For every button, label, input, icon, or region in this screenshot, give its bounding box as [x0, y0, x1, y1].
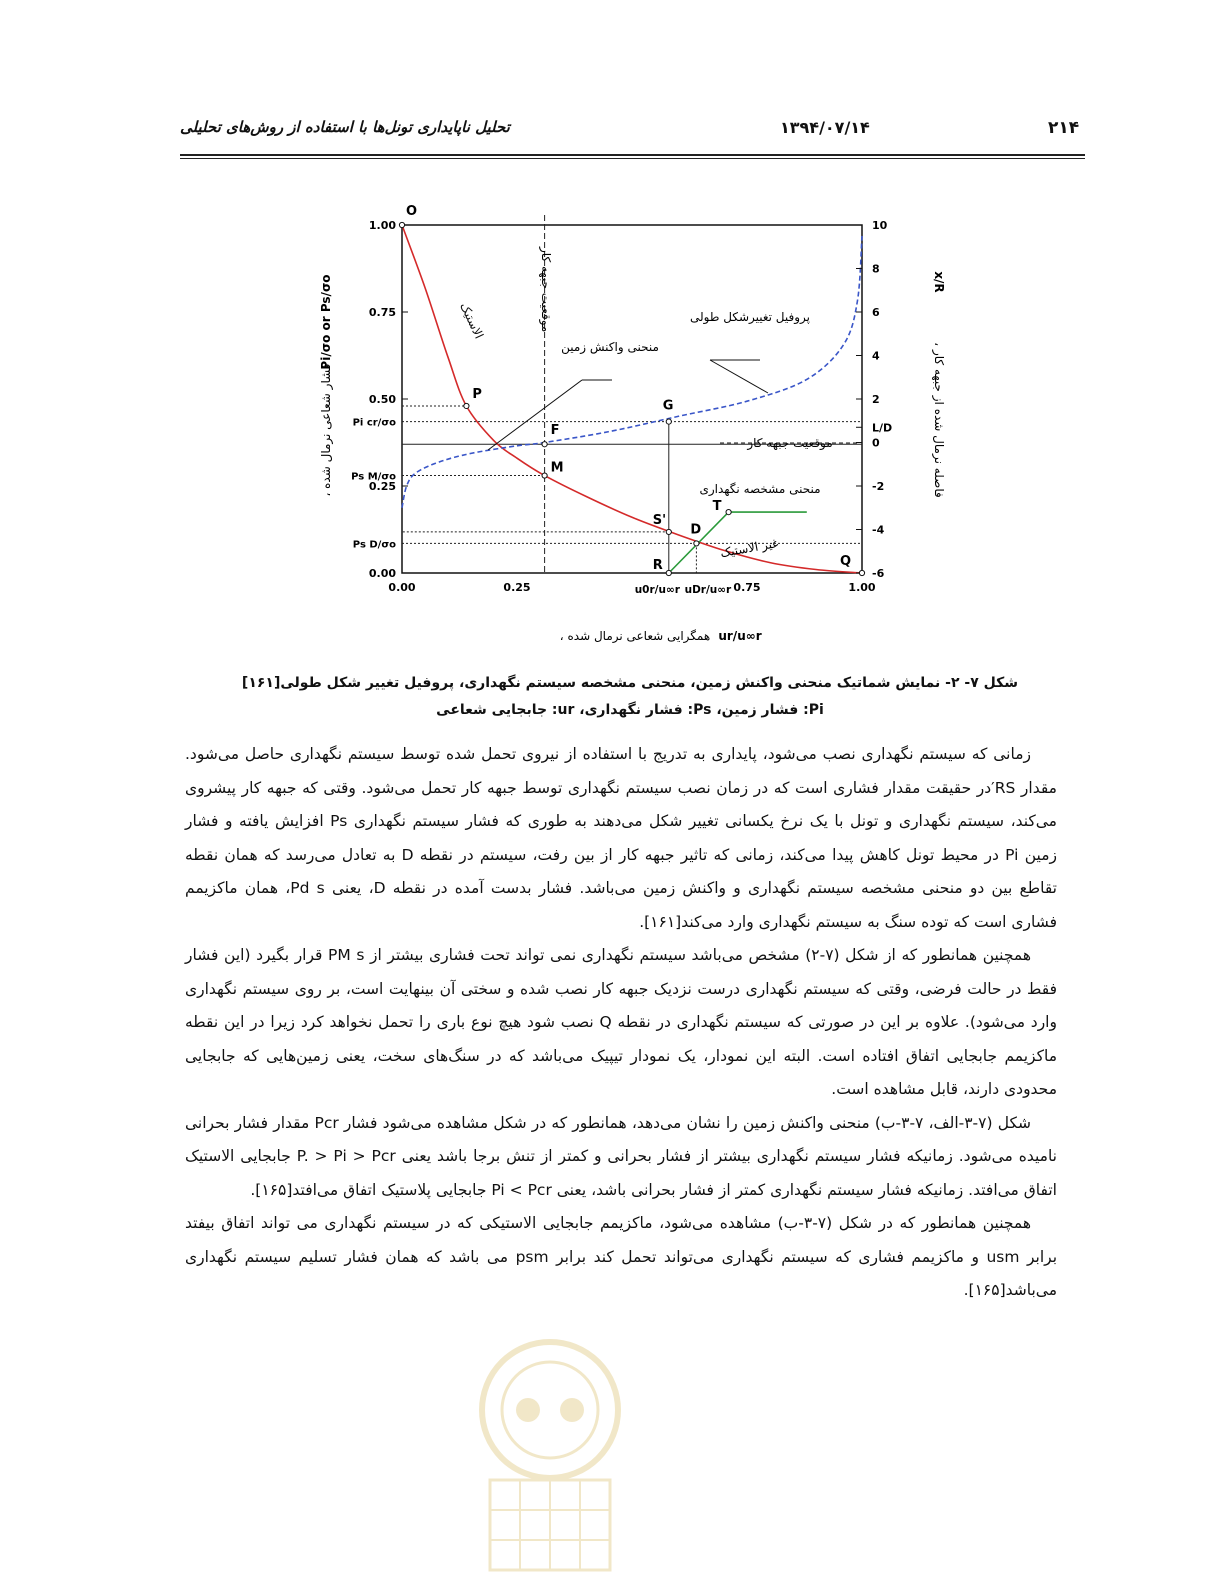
point-label: R: [652, 558, 663, 573]
point-label: D: [690, 522, 702, 538]
left-tick-label: 0.00: [368, 567, 396, 580]
left-special-label: Ps M/σo: [351, 471, 396, 483]
label-non-elastic: غیر الاستیک: [719, 536, 780, 561]
x-axis-label: همگرایی شعاعی نرمال شده ،: [559, 629, 711, 643]
caption-line-1: شکل ۷- ۲- نمایش شماتیک منحنی واکنش زمین، منحنی مشخصه سیستم نگهداری، پروفیل تغییر شکل طولی[۱۶۱]: [241, 675, 1019, 691]
left-tick-label: 1.00: [368, 219, 396, 232]
watermark-seal-logo: [470, 1330, 630, 1580]
running-title: تحلیل ناپایداری تونل‌ها با استفاده از روش‌های تحلیلی: [180, 118, 510, 136]
body-text: [185, 738, 1057, 1308]
label-face-vertical: موقعیت جبهه کار: [539, 247, 553, 333]
long-profile-curve: [402, 236, 862, 508]
page-number: ۲۱۴: [1048, 118, 1080, 138]
right-tick-label: 0: [872, 436, 880, 450]
x-special-label: uDr/u∞r: [684, 584, 732, 596]
ground-reaction-curve: [402, 225, 862, 573]
right-axis-label: فاصله نرمال شده از جبهه کار ،: [932, 342, 946, 498]
left-tick-label: 0.25: [368, 480, 396, 493]
point-label: Q: [840, 554, 852, 569]
paragraph-1: زمانی که سیستم نگهداری نصب می‌شود، پایداری به تدریج با استفاده از نیروی تحمل شده توسط سیستم نگهداری حاصل می‌شود. مقدار RS′در حقیقت مقدار فشاری است که در زمان نصب سیستم نگهداری توسط جبهه کار تحمل می‌شود. وقتی که جبهه کار پیشروی می‌کند، سیستم نگهداری و تونل با یک نرخ یکسانی تغییر شکل می‌دهند به طوری که فشار سیستم نگهداری Ps افزایش یافته و فشار زمین Pi در محیط تونل کاهش پیدا می‌کند، زمانی که تاثیر جبهه کار از بین رفت، سیستم در نقطه D به تعادل می‌رسد که همان نقطه تقاطع بین دو منحنی مشخصه سیستم نگهداری و واکنش زمین می‌باشد. فشار بدست آمده در نقطه D، یعنی Pd s، همان ماکزیمم فشاری است که توده سنگ به سیستم نگهداری وارد می‌کند[۱۶۱].: [185, 745, 1057, 931]
point-label: O: [406, 204, 418, 219]
point-marker: [542, 442, 547, 447]
left-special-label: Pi cr/σo: [352, 417, 396, 429]
right-axis-fraction: x/R: [932, 271, 946, 293]
caption-line-2: Pi: فشار زمین، Ps: فشار نگهداری، ur: جابجایی شعاعی: [436, 702, 824, 718]
label-long-profile: پروفیل تغییرشکل طولی: [690, 310, 810, 324]
x-special-label: u0r/u∞r: [634, 584, 680, 596]
point-label: G: [662, 398, 674, 414]
right-tick-label: 2: [872, 393, 880, 406]
header-rule-thin: [180, 158, 1085, 159]
header-date: ۱۳۹۴/۰۷/۱۴: [780, 118, 870, 137]
x-tick-label: 0.75: [733, 581, 761, 594]
right-tick-label: 8: [872, 262, 880, 276]
paragraph-3: شکل (۷-۳-الف، ۷-۳-ب) منحنی واکنش زمین را نشان می‌دهد، همانطور که در شکل مشاهده می‌شود فشار Pcr مقدار فشار بحرانی نامیده می‌شود. زمانیکه فشار سیستم نگهداری بیشتر از فشار بحرانی و کمتر از تنش برجا باشد یعنی P. > Pi > Pcr جابجایی الاستیک اتفاق می‌افتد. زمانیکه فشار سیستم نگهداری کمتر از فشار بحرانی باشد، یعنی Pi < Pcr جابجایی پلاستیک اتفاق می‌افتد[۱۶۵].: [185, 1113, 1057, 1199]
point-marker: [694, 541, 699, 546]
point-marker: [542, 473, 547, 478]
x-tick-label: 0.00: [388, 581, 416, 594]
right-tick-label: -2: [872, 480, 885, 493]
right-tick-label: -4: [872, 523, 885, 537]
point-label: S': [652, 512, 667, 528]
label-support-char: منحنی مشخصه نگهداری: [699, 482, 821, 496]
point-label: F: [550, 423, 560, 439]
left-special-label: Ps D/σo: [352, 539, 396, 551]
point-marker: [464, 403, 469, 408]
point-label: T: [712, 499, 722, 515]
label-ground-reaction: منحنی واکنش زمین: [561, 340, 659, 354]
point-marker: [399, 222, 404, 227]
figure-chart: [290, 195, 970, 660]
point-marker: [666, 570, 671, 575]
point-marker: [726, 510, 731, 515]
plot-frame: [402, 225, 862, 573]
point-label: M: [550, 460, 564, 476]
right-tick-label: 4: [872, 349, 880, 363]
point-marker: [666, 529, 671, 534]
x-axis-fraction: ur/u∞r: [718, 629, 762, 643]
left-axis-label: فشار شعاعی نرمال شده ،: [319, 363, 333, 497]
point-label: P: [472, 386, 482, 402]
left-axis-fraction: Pi/σo or Ps/σo: [319, 274, 333, 370]
label-face-position: موقعیت جبهه کار: [747, 436, 833, 450]
left-axis-title: [319, 274, 334, 496]
right-tick-label: -6: [872, 567, 885, 580]
right-axis-title: [931, 271, 946, 497]
point-marker: [859, 570, 864, 575]
paragraph-2: همچنین همانطور که از شکل (۷-۲) مشخص می‌باشد سیستم نگهداری نمی تواند تحت فشاری بیشتر از PM s قرار بگیرد (این فشار فقط در حالت فرضی، وقتی که سیستم نگهداری درست نزدیک جبهه کار نصب شده و سختی آن بینهایت است، بر روی سیستم نگهداری وارد می‌شود). علاوه بر این در صورتی که سیستم نگهداری در نقطه Q نصب شود هیچ نوع باری را تحمل نخواهد کرد زیرا در این نقطه ماکزیمم جابجایی اتفاق افتاده است. البته این نمودار، یک نمودار تیپیک می‌باشد که در سنگ‌های سخت، یعنی زمین‌هایی که جابجایی محدودی دارند، قابل مشاهده است.: [185, 946, 1057, 1098]
figure-caption: [200, 670, 1060, 724]
x-tick-label: 0.25: [503, 581, 531, 594]
header-rule: [180, 154, 1085, 156]
x-tick-label: 1.00: [848, 581, 876, 594]
right-tick-label: L/D: [872, 421, 893, 435]
point-marker: [666, 419, 671, 424]
page-header: [180, 118, 1085, 154]
label-elastic: الاستیک: [457, 300, 487, 341]
left-tick-label: 0.75: [368, 306, 396, 319]
leader-profile: [710, 360, 768, 393]
paragraph-4: همچنین همانطور که در شکل (۷-۳-ب) مشاهده می‌شود، ماکزیمم جابجایی الاستیکی که در سیستم نگهداری می تواند اتفاق بیفتد برابر usm و ماکزیمم فشاری که سیستم نگهداری می‌تواند تحمل کند برابر psm می باشد که همان فشار تسلیم سیستم نگهداری می‌باشد[۱۶۵].: [185, 1214, 1058, 1299]
right-tick-label: 10: [872, 219, 888, 232]
left-tick-label: 0.50: [368, 393, 396, 406]
right-tick-label: 6: [872, 306, 880, 319]
